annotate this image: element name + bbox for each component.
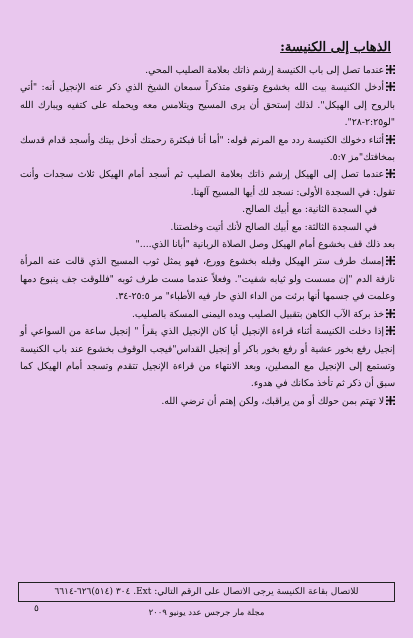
paragraph-text: أدخل الكنيسة بيت الله بخشوع وتقوى متذكراً سمعان الشيخ الذي ذكر عنه الإنجيل أنه: "أتي بالروح إلى الهيكل". لذلك إستحق أن يرى المسيح ويتلامس معه ويحمله على كتفيه ويبارك الله "لو٢:٢٥-٢٨". [20, 82, 395, 129]
paragraph [20, 219, 395, 236]
contact-box: للاتصال بقاعة الكنيسة يرجى الاتصال على الرقم التالي: Ext. ٣٠٤ (٥١٤)٦٢٦-٦٦١٤ [18, 582, 395, 602]
body-text [20, 62, 395, 410]
page-number: ٥ [34, 604, 39, 614]
paragraph [20, 236, 395, 253]
paragraph-text: أثناء دخولك الكنيسة ردد مع المرنم قوله: "أما أنا فبكثرة رحمتك أدخل بيتك وأسجد قدام قدسك بمخافتك"مز ٥:٧. [20, 134, 395, 164]
coptic-cross-icon [386, 65, 395, 74]
paragraph [20, 323, 395, 393]
coptic-cross-icon [386, 82, 395, 91]
coptic-cross-icon [386, 256, 395, 265]
paragraph-text: لا تهتم بمن حولك أو من يراقبك، ولكن إهتم أن ترضي الله. [161, 395, 384, 407]
paragraph [20, 79, 395, 131]
paragraph-text: خذ بركة الآب الكاهن بتقبيل الصليب ويده اليمنى المسكة بالصليب. [131, 308, 384, 320]
paragraph-text: إذا دخلت الكنيسة أثناء قراءة الإنجيل أيا كان الإنجيل الذي يقرأ " إنجيل ساعة من السواعي أو إنجيل رفع بخور عشية أو رفع بخور باكر أو إنجيل القداس"فيجب الوقوف بخشوع عند باب الكنيسة وتستمع إلى الإنجيل مع المصلين، وبعد الانتهاء من قراءة الإنجيل تتقدم وتسجد أمام الهيكل كما سبق أن ذكر ثم تأخذ مكانك في هدوء. [20, 326, 395, 390]
paragraph [20, 201, 395, 218]
coptic-cross-icon [386, 326, 395, 335]
coptic-cross-icon [386, 135, 395, 144]
paragraph-text: في السجدة الثالثة: مع أبيك الصالح لأنك أتيت وخلصتنا. [170, 221, 377, 233]
paragraph [20, 253, 395, 305]
section-title: الذهاب إلى الكنيسة: [280, 40, 391, 55]
paragraph-text: عندما تصل إلى الهيكل إرشم ذاتك بعلامة الصليب ثم أسجد أمام الهيكل ثلاث سجدات وأنت تقول: في السجدة الأولى: نسجد لك أيها المسيح آلهنا. [20, 169, 395, 198]
journal-footer: مجلة مار جرجس عدد يونيو ٢٠٠٩ [148, 608, 265, 618]
paragraph [20, 166, 395, 201]
paragraph-text: عندما تصل إلى باب الكنيسة إرشم ذاتك بعلامة الصليب المحي. [145, 65, 384, 76]
paragraph [20, 306, 395, 323]
coptic-cross-icon [386, 309, 395, 318]
coptic-cross-icon [386, 169, 395, 178]
paragraph-text: إمسك طرف ستر الهيكل وقبله بخشوع وورع، فهو يمثل ثوب المسيح الذي قالت عنه المرأة نازفة الدم "إن مسست ولو ثيابه شفيت". وفعلاً عندما مست طرف ثوبه "فللوقت جف ينبوع دمها وعلمت في جسمها أنها برئت من الداء الذي حار فيه الأطباء" مر ٢٥:٥-٣٤. [20, 256, 395, 303]
paragraph-text: في السجدة الثانية: مع أبيك الصالح. [242, 204, 377, 216]
paragraph-text: بعد ذلك قف بخشوع أمام الهيكل وصل الصلاة الربانية "أبانا الذي...." [135, 239, 395, 251]
paragraph [20, 132, 395, 167]
coptic-cross-icon [386, 396, 395, 405]
paragraph [20, 393, 395, 410]
paragraph [20, 62, 395, 79]
